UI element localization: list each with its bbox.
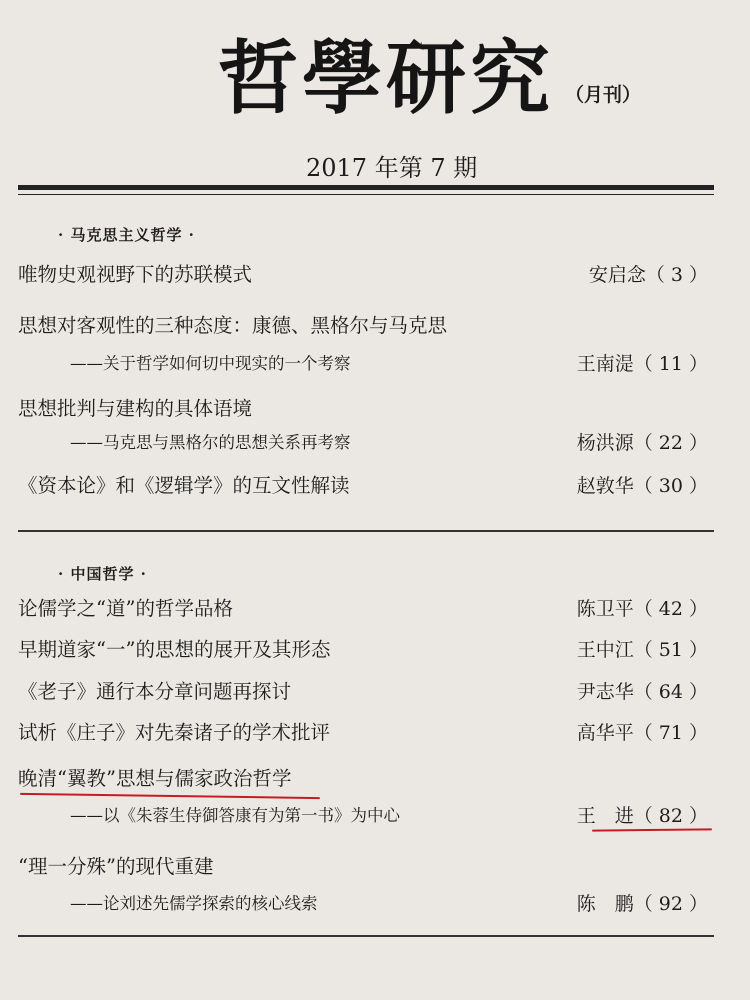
entry-author-page: 尹志华（ 64 ） — [576, 681, 708, 703]
issue-number: 2017 年第 7 期 — [306, 154, 478, 182]
toc-entry-highlighted[interactable] — [18, 763, 714, 795]
toc-entry[interactable] — [18, 676, 714, 708]
toc-entry[interactable] — [18, 593, 714, 625]
section-divider — [18, 530, 714, 532]
toc-entry[interactable] — [18, 259, 714, 291]
entry-subtitle: ——关于哲学如何切中现实的一个考察 — [70, 354, 351, 373]
entry-author-page: 王中江（ 51 ） — [576, 639, 708, 661]
entry-title: 思想对客观性的三种态度：康德、黑格尔与马克思 — [18, 314, 448, 337]
entry-subtitle: ——以《朱蓉生侍御答康有为第一书》为中心 — [70, 806, 400, 825]
entry-title: 早期道家“一”的思想的展开及其形态 — [18, 638, 331, 661]
entry-title: 《资本论》和《逻辑学》的互文性解读 — [18, 474, 350, 497]
section-heading-chinese-philosophy: · 中国哲学 · — [58, 565, 147, 583]
entry-author-page: 陈卫平（ 42 ） — [576, 598, 708, 620]
entry-author-page: 杨洪源（ 22 ） — [576, 432, 708, 454]
toc-entry[interactable] — [18, 717, 714, 749]
footer-rule — [18, 935, 714, 937]
entry-title: 试析《庄子》对先秦诸子的学术批评 — [18, 721, 331, 744]
entry-subtitle: ——论刘述先儒学探索的核心线索 — [70, 894, 318, 913]
toc-entry[interactable] — [18, 851, 714, 883]
header-rule-thick — [18, 185, 714, 190]
entry-title: 《老子》通行本分章问题再探讨 — [18, 680, 292, 703]
entry-author-page: 高华平（ 71 ） — [576, 722, 708, 744]
entry-title: 思想批判与建构的具体语境 — [18, 397, 253, 420]
entry-author-page: 王南湜（ 11 ） — [576, 353, 708, 375]
journal-frequency: （月刊） — [565, 84, 642, 106]
entry-subtitle: ——马克思与黑格尔的思想关系再考察 — [70, 433, 351, 452]
entry-title: “理一分殊”的现代重建 — [18, 855, 214, 878]
toc-entry-subtitle[interactable] — [18, 427, 714, 459]
toc-entry[interactable] — [18, 634, 714, 666]
toc-entry[interactable] — [18, 393, 714, 425]
toc-entry-subtitle[interactable] — [18, 888, 714, 920]
journal-title: 哲學研究 — [218, 31, 554, 125]
entry-title: 晚清“翼教”思想与儒家政治哲学 — [18, 767, 292, 790]
toc-entry[interactable] — [18, 310, 714, 342]
entry-author-page: 赵敦华（ 30 ） — [576, 475, 708, 497]
entry-author-page: 安启念（ 3 ） — [588, 264, 708, 286]
toc-entry[interactable] — [18, 470, 714, 502]
masthead — [0, 28, 750, 182]
entry-title: 论儒学之“道”的哲学品格 — [18, 597, 233, 620]
toc-entry-subtitle[interactable] — [18, 800, 714, 832]
entry-author-page: 陈 鹏（ 92 ） — [576, 893, 708, 915]
entry-title: 唯物史观视野下的苏联模式 — [18, 263, 253, 286]
entry-author-page-highlighted: 王 进（ 82 ） — [576, 805, 708, 827]
header-rule-thin — [18, 194, 714, 195]
toc-entry-subtitle[interactable] — [18, 348, 714, 380]
section-heading-marxism: · 马克思主义哲学 · — [58, 226, 195, 244]
